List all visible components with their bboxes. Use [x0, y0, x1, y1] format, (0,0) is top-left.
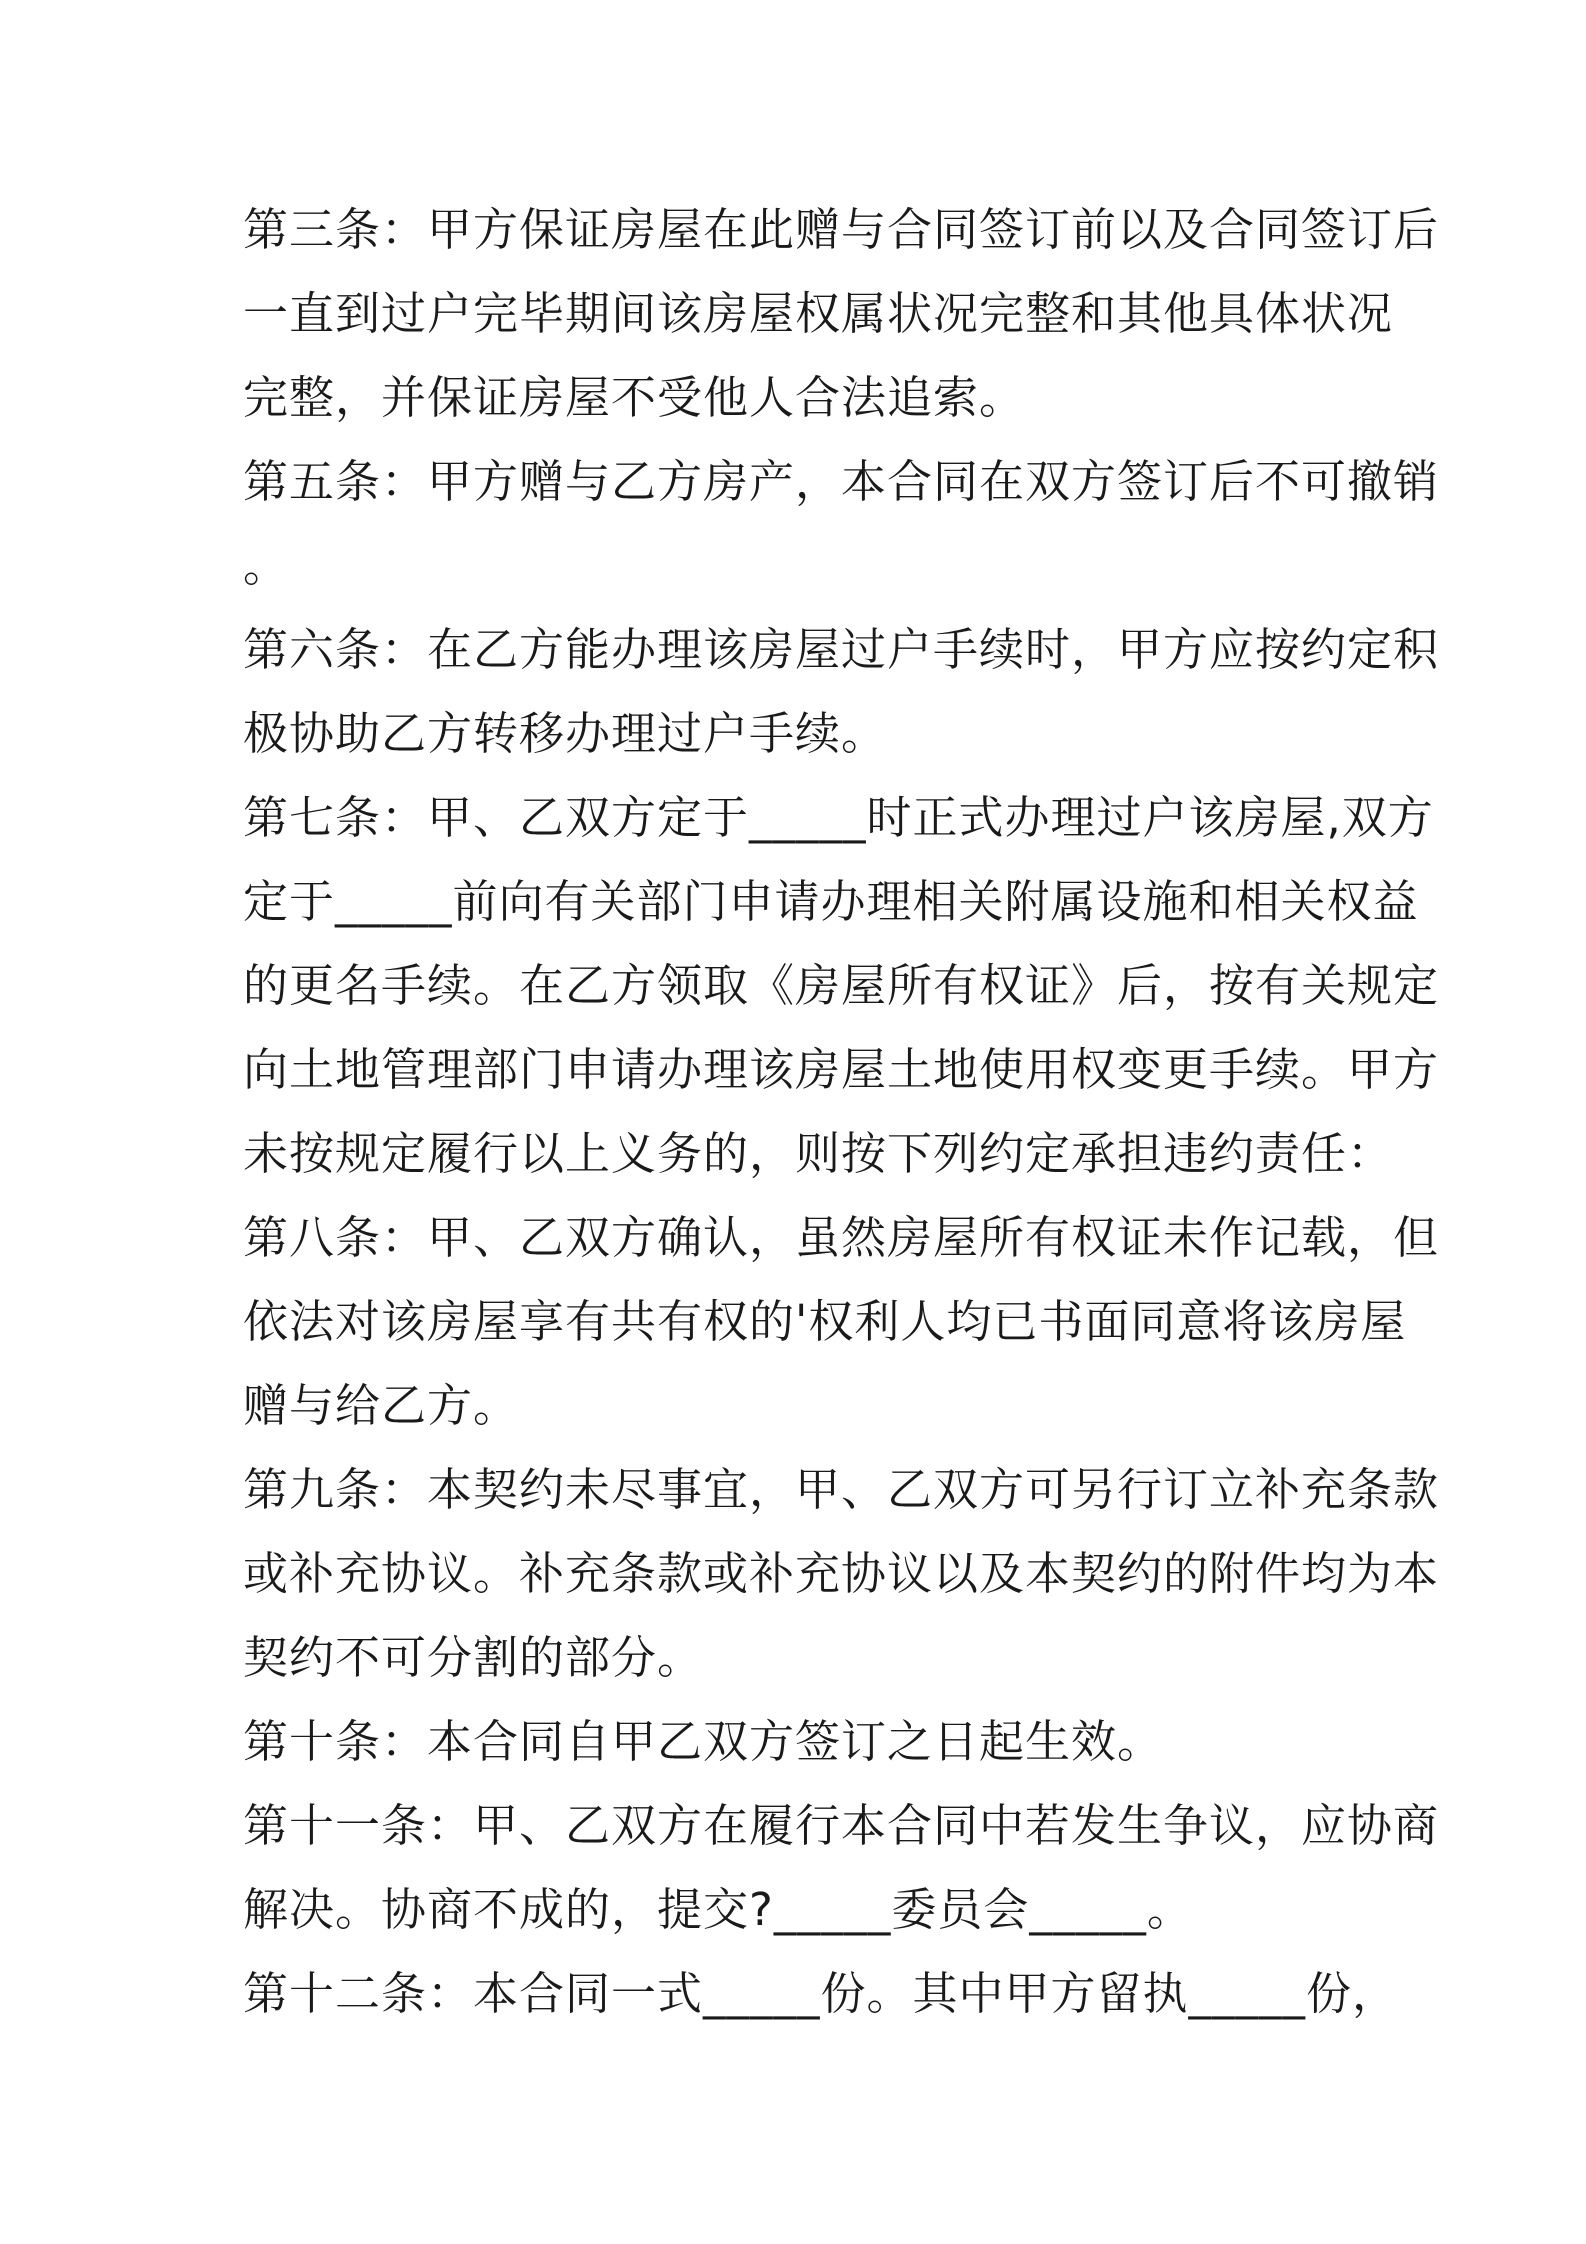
text-line: 契约不可分割的部分。 [243, 1631, 704, 1684]
text-line: 第十二条：本合同一式_____份。其中甲方留执_____份， [243, 1967, 1399, 2020]
text-line: 第十条：本合同自甲乙双方签订之日起生效。 [243, 1715, 1164, 1768]
text-line: 第十一条：甲、乙双方在履行本合同中若发生争议，应协商 [243, 1799, 1440, 1852]
text-line: 赠与给乙方。 [243, 1379, 520, 1432]
text-line: 极协助乙方转移办理过户手续。 [243, 707, 888, 760]
text-line: 第八条：甲、乙双方确认，虽然房屋所有权证未作记载，但 [243, 1211, 1440, 1264]
contract-body-text [243, 188, 1440, 2036]
text-line: 一直到过户完毕期间该房屋权属状况完整和其他具体状况 [243, 287, 1394, 340]
text-line: 的更名手续。在乙方领取《房屋所有权证》后，按有关规定 [243, 959, 1440, 1012]
text-line: 向土地管理部门申请办理该房屋土地使用权变更手续。甲方 [243, 1043, 1440, 1096]
text-line: 定于_____前向有关部门申请办理相关附属设施和相关权益 [243, 875, 1419, 928]
text-line: 解决。协商不成的，提交?_____委员会_____。 [243, 1883, 1193, 1936]
text-line: 或补充协议。补充条款或补充协议以及本契约的附件均为本 [243, 1547, 1440, 1600]
text-line: 第七条：甲、乙双方定于_____时正式办理过户该房屋,双方 [243, 791, 1434, 844]
text-line: 第五条：甲方赠与乙方房产，本合同在双方签订后不可撤销 [243, 455, 1440, 508]
text-line: 。 [243, 539, 290, 592]
text-line: 未按规定履行以上义务的，则按下列约定承担违约责任： [243, 1127, 1394, 1180]
text-line: 第九条：本契约未尽事宜，甲、乙双方可另行订立补充条款 [243, 1463, 1440, 1516]
text-line: 依法对该房屋享有共有权的'权利人均已书面同意将该房屋 [243, 1295, 1407, 1348]
text-line: 第六条：在乙方能办理该房屋过户手续时，甲方应按约定积 [243, 623, 1440, 676]
text-line: 第三条：甲方保证房屋在此赠与合同签订前以及合同签订后 [243, 203, 1440, 256]
text-line: 完整，并保证房屋不受他人合法追索。 [243, 371, 1026, 424]
